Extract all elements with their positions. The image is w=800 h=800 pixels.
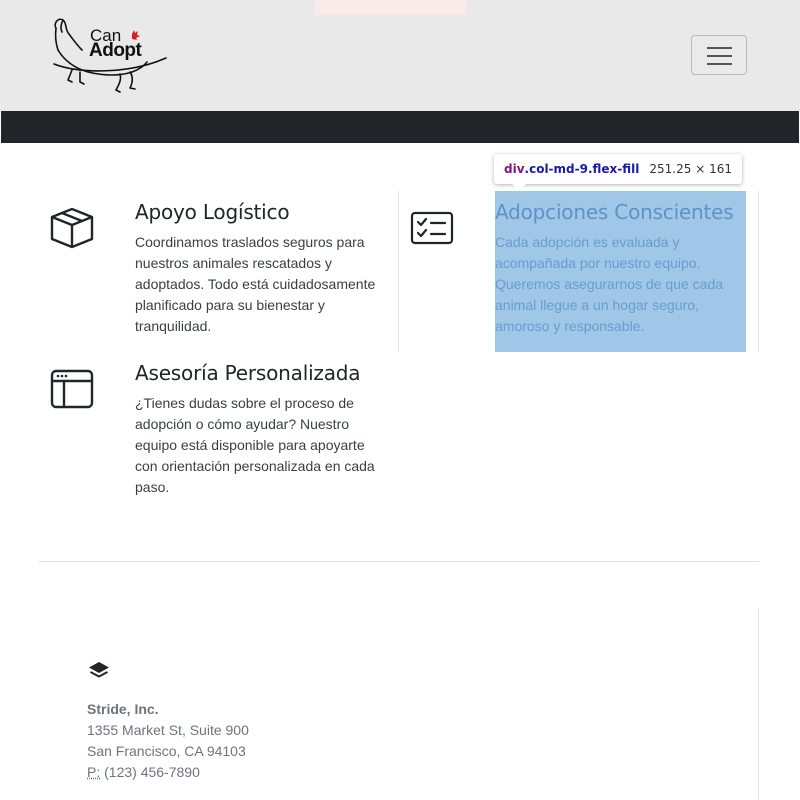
footer-city: San Francisco, CA 94103 [87, 743, 246, 759]
feature-title: Apoyo Logístico [135, 200, 290, 224]
tooltip-size: 251.25 × 161 [649, 162, 732, 176]
tooltip-classes: .col-md-9.flex-fill [524, 162, 640, 176]
section-divider [39, 561, 759, 562]
feature-text: Coordinamos traslados seguros para nuestros animales rescatados y adoptados. Todo está cuidadosamente planificado para su bienestar y tranquilidad. [135, 234, 376, 334]
footer-phone: (123) 456-7890 [104, 764, 200, 780]
feature-title: Asesoría Personalizada [135, 361, 361, 385]
brand-line2: Adopt [89, 40, 142, 61]
brand-line1: Can [90, 26, 122, 45]
column-divider [758, 191, 759, 352]
footer-phone-line [87, 764, 200, 780]
navbar-toggler-button[interactable] [691, 35, 747, 75]
phone-label: P: [87, 764, 101, 780]
box-icon [50, 207, 94, 254]
tooltip-arrow [512, 184, 526, 191]
devtools-tooltip [494, 154, 742, 184]
tooltip-tag: div [504, 162, 525, 176]
footer-divider [758, 608, 759, 800]
feature-text: ¿Tienes dudas sobre el proceso de adopción o cómo ayudar? Nuestro equipo está disponible para apoyarte con orientación personalizada en cada paso. [135, 395, 375, 495]
maple-leaf-icon [132, 30, 140, 40]
hamburger-icon [707, 47, 732, 49]
checklist-icon [410, 211, 454, 250]
hamburger-bar [707, 63, 732, 65]
layers-icon [87, 659, 111, 683]
browser-window-icon [50, 369, 94, 414]
hamburger-bar [707, 55, 732, 57]
devtools-element-highlight [495, 191, 746, 352]
footer-street: 1355 Market St, Suite 900 [87, 722, 249, 738]
nav-dark-bar [1, 111, 799, 143]
header-strip [315, 0, 467, 15]
footer-company: Stride, Inc. [87, 701, 159, 717]
column-divider [398, 191, 399, 352]
